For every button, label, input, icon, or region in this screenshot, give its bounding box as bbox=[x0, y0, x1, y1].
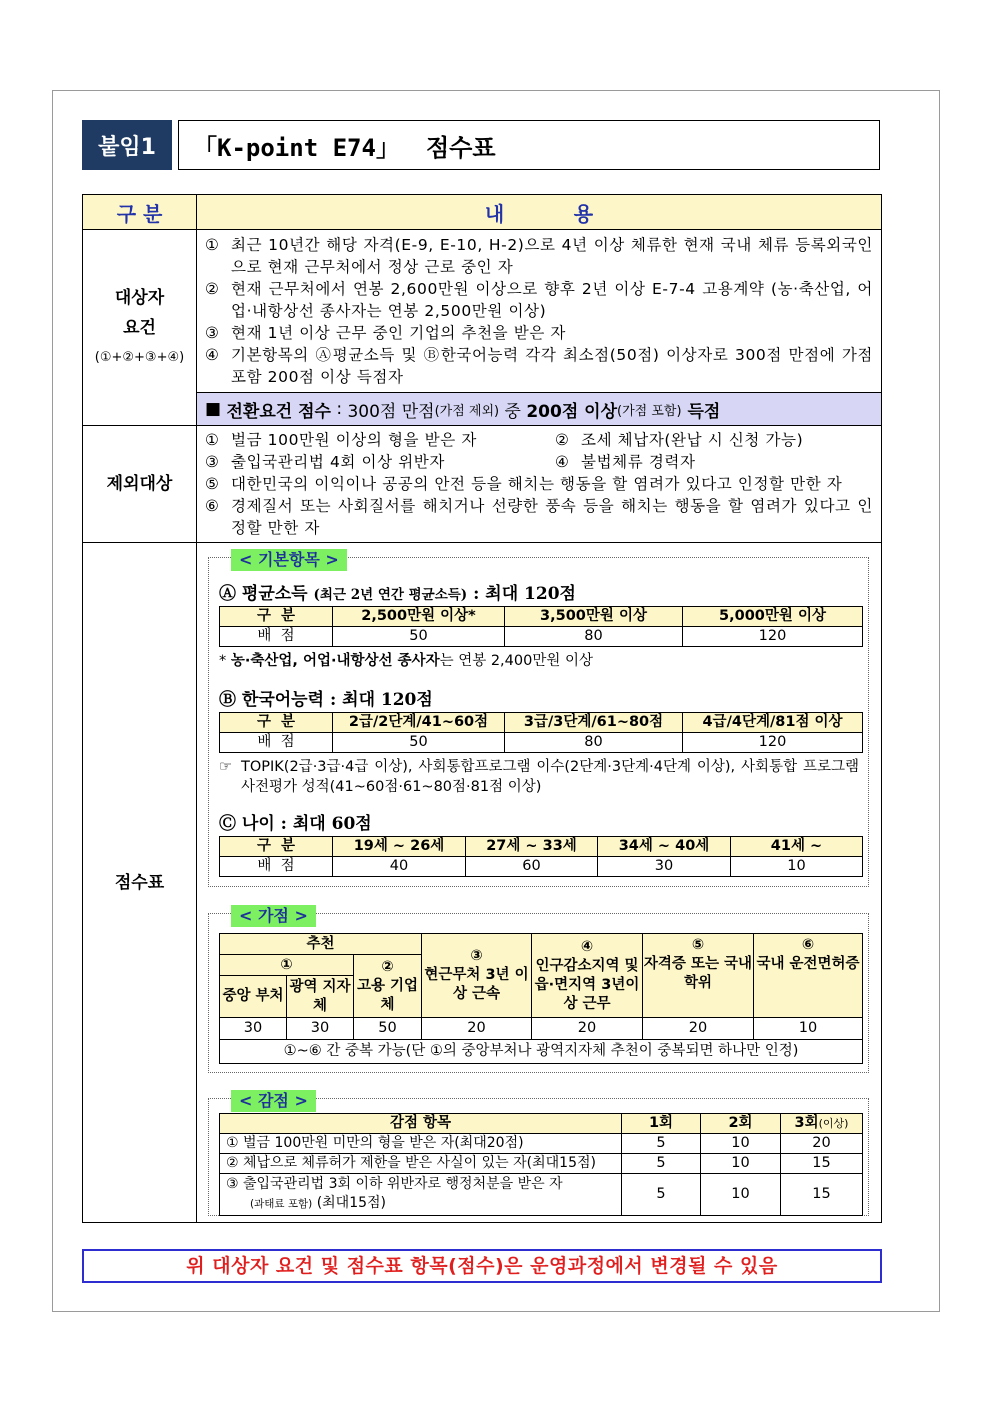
penalty-tag: < 감점 > bbox=[231, 1090, 316, 1112]
header-category: 구 분 bbox=[83, 195, 197, 230]
page-title bbox=[178, 120, 880, 170]
bonus-tag: < 가점 > bbox=[231, 905, 316, 927]
list-item: ② 현재 근무처에서 연봉 2,600만원 이상으로 향후 2년 이상 E-7-4 고용계약 (농·축산업, 어업·내항상선 종사자는 연봉 2,500만원 이상) bbox=[205, 280, 873, 320]
korean-note: ☞ TOPIK(2급·3급·4급 이상), 사회통합프로그램 이수(2단계·3단계·4단계 이상), 사회통합 프로그램 사전평가 성적(41~60점·61~80점·81점 이상) bbox=[219, 759, 859, 795]
score-row bbox=[83, 543, 882, 1223]
eligibility-content bbox=[197, 230, 882, 426]
korean-title: Ⓑ 한국어능력 : 최대 120점 bbox=[219, 690, 433, 710]
score-label: 점수표 bbox=[83, 543, 197, 1223]
table-row: 배 점 50 80 120 bbox=[220, 733, 863, 753]
income-title: Ⓐ 평균소득 (최근 2년 연간 평균소득) : 최대 120점 bbox=[219, 584, 576, 604]
list-item: ⑤ 대한민국의 이익이나 공공의 안전 등을 해치는 행동을 할 염려가 있다고 인정할 만한 자 bbox=[205, 475, 843, 493]
title-text: 점수표 bbox=[425, 133, 496, 162]
score-content bbox=[197, 543, 882, 1223]
exclusion-label: 제외대상 bbox=[83, 426, 197, 543]
score-table bbox=[82, 194, 882, 1223]
table-row: 배 점 50 80 120 bbox=[220, 627, 863, 647]
attachment-badge: 붙임1 bbox=[82, 120, 172, 170]
table-row: 배 점 40 60 30 10 bbox=[220, 857, 863, 877]
list-item: ③ 출입국관리법 4회 이상 위반자 ④ 불법체류 경력자 bbox=[205, 453, 696, 471]
eligibility-list bbox=[197, 230, 881, 392]
table-row: ①~⑥ 간 중복 가능(단 ①의 중앙부처나 광역지자체 추천이 중복되면 하나만 인정) bbox=[220, 1040, 863, 1064]
list-item: ⑥ 경제질서 또는 사회질서를 해치거나 선량한 풍속 등을 해치는 행동을 할 염려가 있다고 인정할 만한 자 bbox=[205, 497, 873, 537]
hand-pointer-icon: ☞ bbox=[219, 759, 232, 775]
income-table: 구 분 2,500만원 이상* 3,500만원 이상 5,000만원 이상 배 점 50 80 120 bbox=[219, 606, 863, 647]
penalty-table: 감점 항목 1회 2회 3회(이상) ① 벌금 100만원 미만의 형을 받은 자(최대20점) 5 10 20 ② 체납으로 체류허가 제한을 받은 사실이 있는 자(최대15점) 5 10 15 ③ 출입국관리법 3회 이하 위반자로 행정처분을 받은 자 (과태료 포함) (최대15점) 5 10 15 bbox=[219, 1113, 863, 1216]
header-content: 내 용 bbox=[197, 195, 882, 230]
list-item: ④ 기본항목의 Ⓐ평균소득 및 Ⓑ한국어능력 각각 최소점(50점) 이상자로 300점 만점에 가점 포함 200점 이상 득점자 bbox=[205, 346, 873, 386]
table-header-row bbox=[83, 195, 882, 230]
title-code: 「K-point E74」 bbox=[193, 133, 400, 162]
conversion-requirement: ■ 전환요건 점수 : 300점 만점 (가점 제외) 중 200점 이상 (가점 포함) 득점 bbox=[197, 392, 881, 425]
income-note: * 농·축산업, 어업·내항상선 종사자는 연봉 2,400만원 이상 bbox=[219, 653, 593, 669]
eligibility-label: 대상자 요건 (①+②+③+④) bbox=[83, 230, 197, 426]
list-item: ① 벌금 100만원 이상의 형을 받은 자 ② 조세 체납자(완납 시 신청 가능) bbox=[205, 431, 804, 449]
basic-tag: < 기본항목 > bbox=[231, 549, 347, 571]
list-item: ③ 현재 1년 이상 근무 중인 기업의 추천을 받은 자 bbox=[205, 324, 566, 342]
list-item: ① 최근 10년간 해당 자격(E-9, E-10, H-2)으로 4년 이상 체류한 현재 국내 체류 등록외국인으로 현재 근무처에서 정상 근로 중인 자 bbox=[205, 236, 873, 276]
exclusion-row bbox=[83, 426, 882, 543]
age-title: Ⓒ 나이 : 최대 60점 bbox=[219, 814, 372, 834]
age-table: 구 분 19세 ~ 26세 27세 ~ 33세 34세 ~ 40세 41세 ~ 배 점 40 60 30 10 bbox=[219, 836, 863, 877]
table-row: 30 30 50 20 20 20 10 bbox=[220, 1018, 863, 1040]
table-row: ② 체납으로 체류허가 제한을 받은 사실이 있는 자(최대15점) 5 10 15 bbox=[220, 1154, 863, 1174]
table-row: ① 벌금 100만원 미만의 형을 받은 자(최대20점) 5 10 20 bbox=[220, 1134, 863, 1154]
table-row: ③ 출입국관리법 3회 이하 위반자로 행정처분을 받은 자 (과태료 포함) (최대15점) 5 10 15 bbox=[220, 1174, 863, 1216]
exclusion-content bbox=[197, 426, 882, 543]
korean-table: 구 분 2급/2단계/41~60점 3급/3단계/61~80점 4급/4단계/81점 이상 배 점 50 80 120 bbox=[219, 712, 863, 753]
change-notice: 위 대상자 요건 및 점수표 항목(점수)은 운영과정에서 변경될 수 있음 bbox=[82, 1249, 882, 1283]
exclusion-list bbox=[197, 426, 881, 542]
eligibility-row bbox=[83, 230, 882, 426]
bonus-table: 추천 ③ 현근무처 3년 이상 근속 ④ 인구감소지역 및 읍·면지역 3년이상 근무 ⑤ 자격증 또는 국내 학위 ⑥ 국내 운전면허증 ① ② 고용 기업체 중앙 부처 광역 지자체 30 30 50 20 20 20 10 ①~⑥ 간 중복 가능(단 ①의 중앙부처나 광역지자체 추천이 중복되면 하나만 인정) bbox=[219, 933, 863, 1064]
